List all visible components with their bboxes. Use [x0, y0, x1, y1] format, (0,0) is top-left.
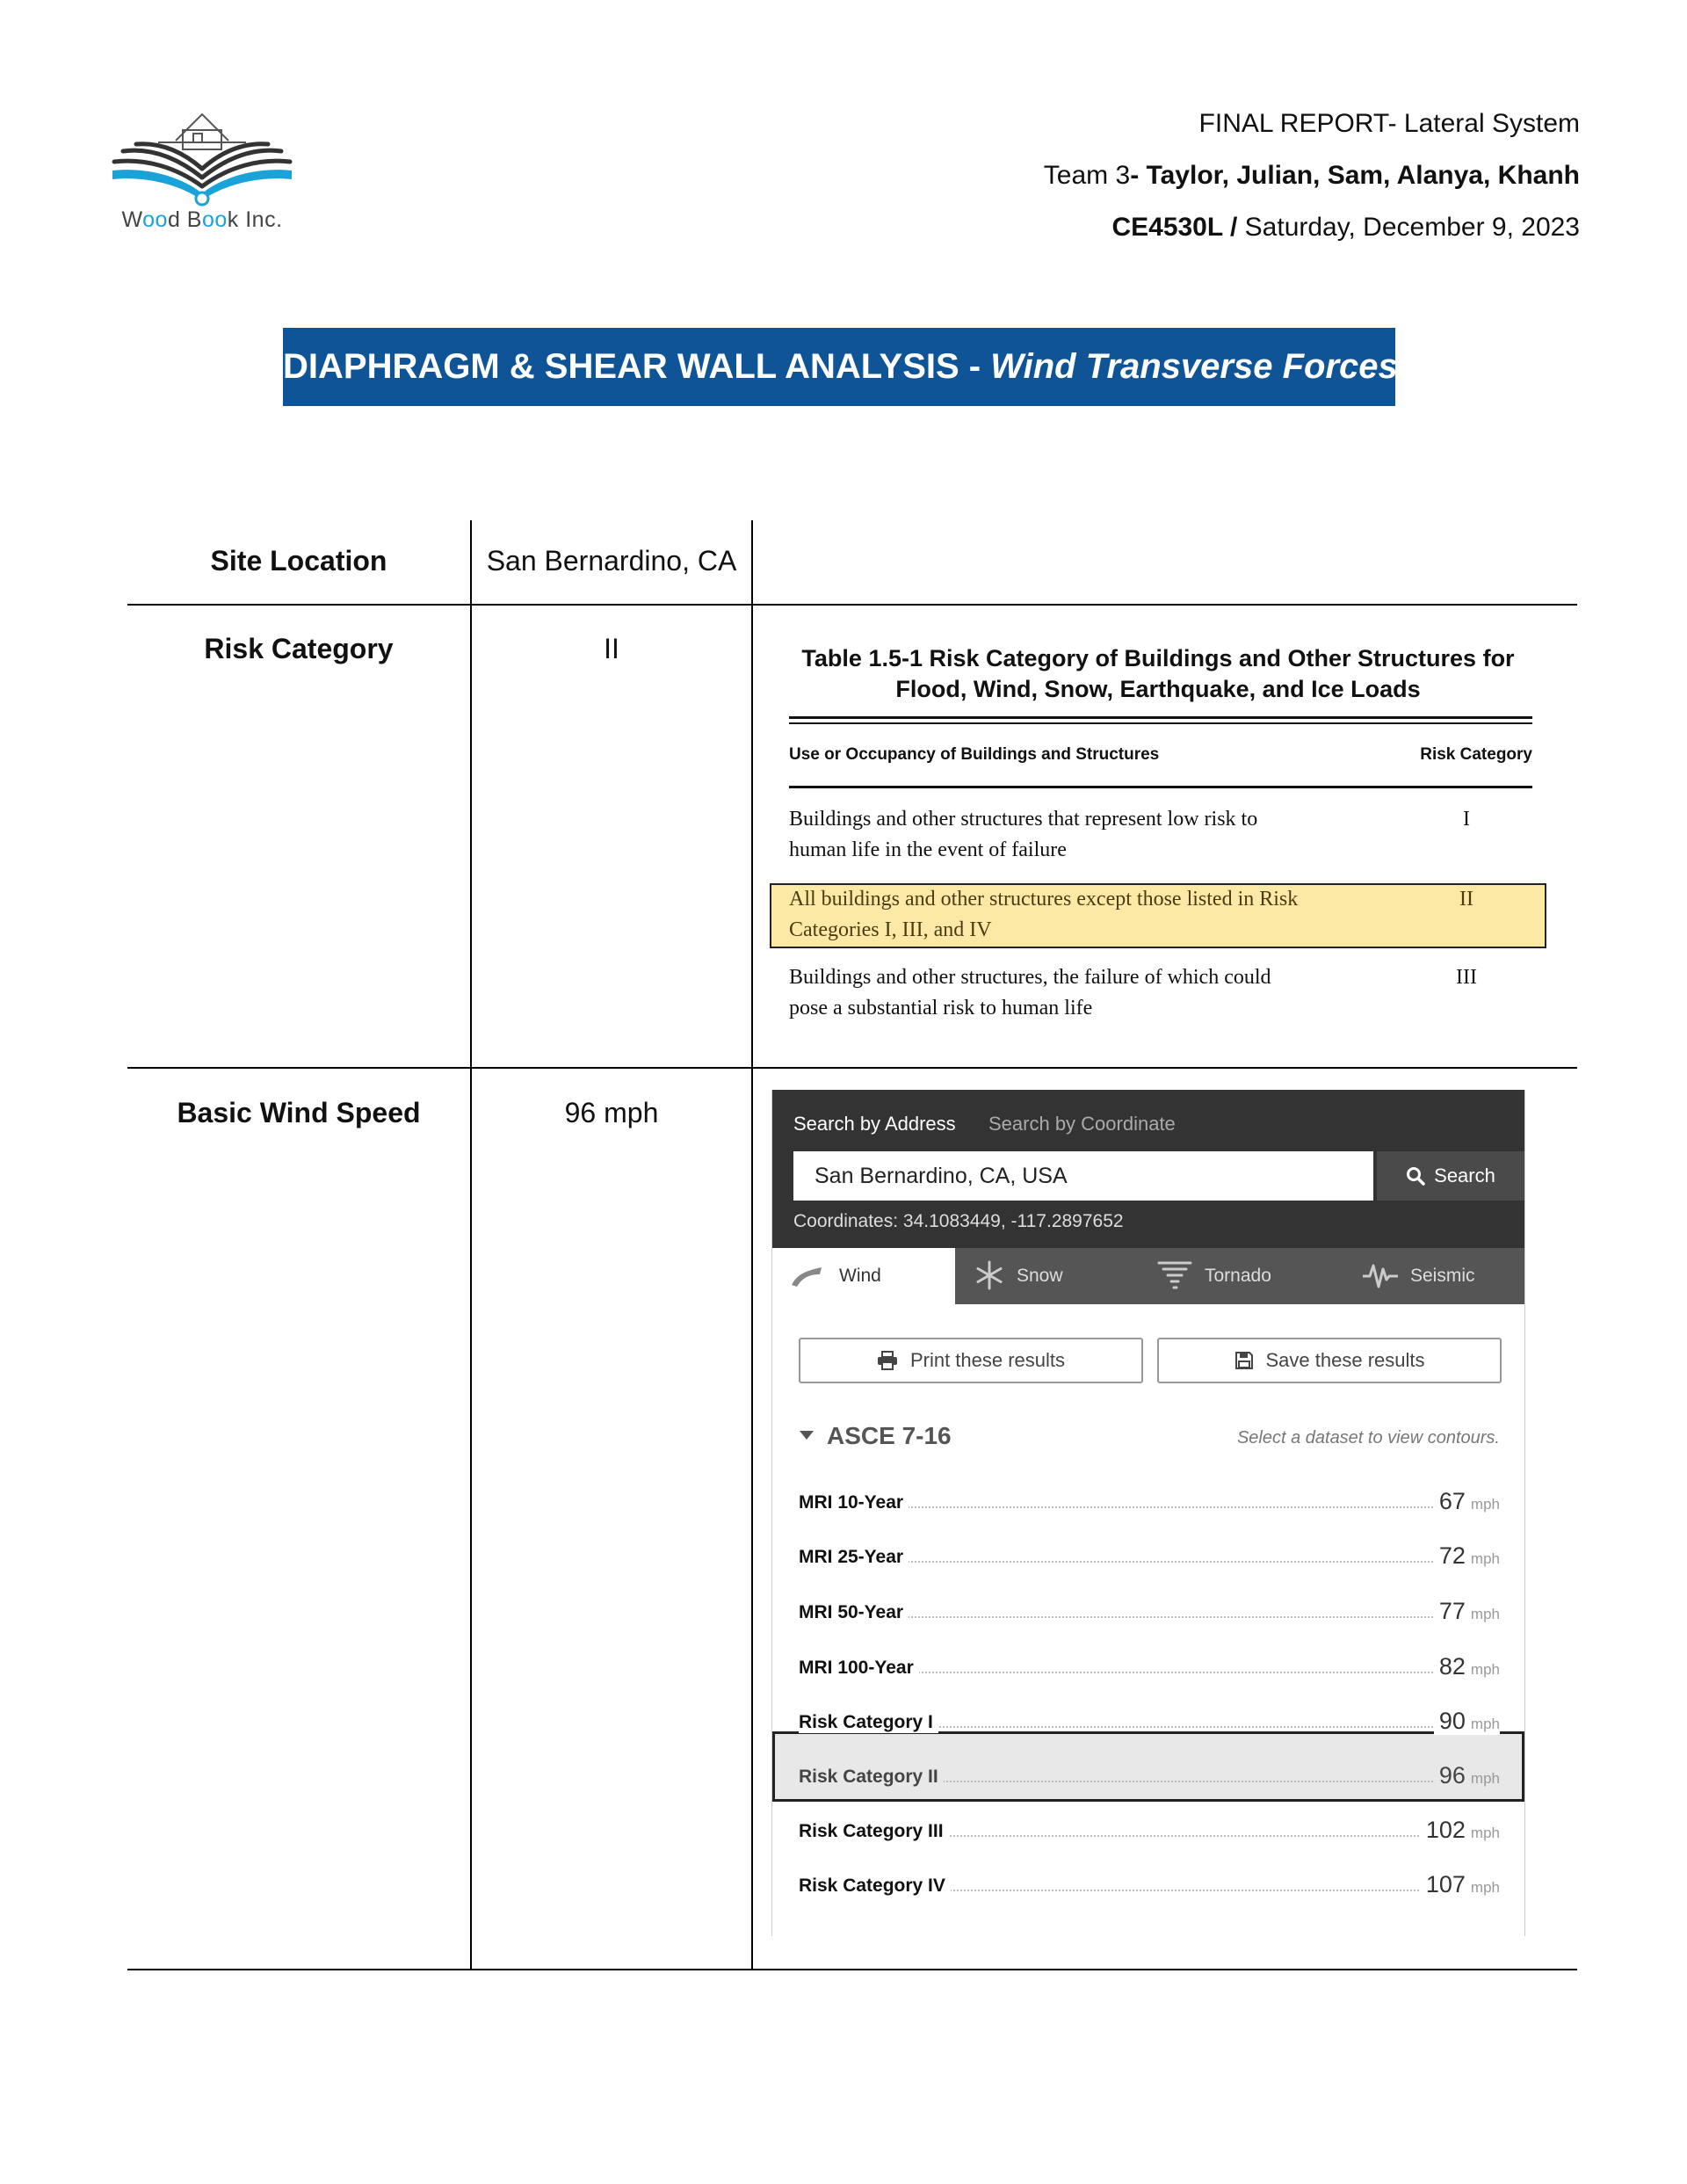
tornado-icon — [1157, 1259, 1192, 1291]
address-search-input[interactable]: San Bernardino, CA, USA — [793, 1151, 1373, 1201]
result-row: Risk Category I 90 mph — [799, 1708, 1500, 1734]
search-icon — [1406, 1166, 1425, 1186]
risk-table-title: Table 1.5-1 Risk Category of Buildings and Other Structures for Flood, Wind, Snow, Earthquake, and Ice Loads — [801, 645, 1515, 702]
hazard-tool-screenshot — [771, 1090, 1525, 1936]
tab-search-by-coordinate[interactable]: Search by Coordinate — [988, 1113, 1176, 1135]
hazard-tabs — [772, 1248, 1524, 1304]
logo-wordmark: Wood Book Inc. — [121, 207, 283, 232]
dataset-toggle[interactable]: ASCE 7-16 — [799, 1422, 952, 1450]
tab-search-by-address[interactable]: Search by Address — [793, 1113, 956, 1135]
printer-icon — [877, 1351, 898, 1370]
tab-seismic[interactable]: Seismic — [1361, 1248, 1524, 1304]
row-value: 96 mph — [564, 1097, 659, 1128]
result-row: Risk Category III 102 mph — [799, 1817, 1500, 1843]
search-panel — [772, 1090, 1524, 1248]
wind-icon — [790, 1262, 825, 1288]
search-button[interactable]: Search — [1377, 1151, 1524, 1201]
risk-category-table: Table 1.5-1 Risk Category of Buildings and Other Structures for Flood, Wind, Snow, Earthquake, and Ice Loads Use or Occupancy of Buildings and Structures Risk Category Buildings and other structures that represent low risk to human life in the event of failure I All buildings and other structures except those listed in Risk Categories I, III, and IV II Buildings and other structures, the failure of which could pose a substantial risk to human life III — [771, 633, 1545, 1072]
row-value: San Bernardino, CA — [486, 545, 737, 577]
caret-down-icon — [799, 1430, 815, 1440]
table-divider — [470, 520, 472, 1970]
result-row: Risk Category IV 107 mph — [799, 1871, 1500, 1897]
seismic-icon — [1361, 1260, 1400, 1290]
result-row: MRI 25-Year 72 mph — [799, 1542, 1500, 1569]
row-value: II — [604, 633, 619, 664]
report-title: FINAL REPORT- Lateral System — [1198, 109, 1580, 138]
result-row-highlighted: Risk Category II 96 mph — [799, 1762, 1500, 1789]
risk-table-col-header: Use or Occupancy of Buildings and Structures — [789, 745, 1160, 764]
section-banner: DIAPHRAGM & SHEAR WALL ANALYSIS - Wind Transverse Forces — [283, 328, 1395, 406]
table-rule — [789, 722, 1532, 724]
tab-tornado[interactable]: Tornado — [1157, 1248, 1333, 1304]
risk-table-col-header: Risk Category — [1420, 745, 1532, 764]
course-date-line: CE4530L / Saturday, December 9, 2023 — [1111, 213, 1580, 242]
result-row: MRI 50-Year 77 mph — [799, 1598, 1500, 1624]
floppy-disk-icon — [1234, 1351, 1254, 1370]
row-label: Basic Wind Speed — [177, 1097, 421, 1128]
team-line: Team 3- Taylor, Julian, Sam, Alanya, Khanh — [1043, 161, 1580, 190]
row-label: Risk Category — [204, 633, 394, 664]
coordinates-readout: Coordinates: 34.1083449, -117.2897652 — [793, 1211, 1124, 1231]
tab-snow[interactable]: Snow — [974, 1248, 1133, 1304]
print-results-button[interactable]: Print these results — [799, 1338, 1143, 1383]
table-rule — [127, 1969, 1577, 1970]
result-row: MRI 100-Year 82 mph — [799, 1653, 1500, 1680]
save-results-button[interactable]: Save these results — [1157, 1338, 1502, 1383]
table-rule — [127, 604, 1577, 606]
table-rule — [789, 716, 1532, 719]
snowflake-icon — [974, 1260, 1004, 1290]
result-row: MRI 10-Year 67 mph — [799, 1488, 1500, 1514]
dataset-hint: Select a dataset to view contours. — [1236, 1428, 1500, 1448]
tab-wind[interactable]: Wind — [772, 1248, 955, 1304]
table-divider — [751, 520, 753, 1970]
row-label: Site Location — [210, 545, 387, 577]
table-rule — [789, 786, 1532, 788]
